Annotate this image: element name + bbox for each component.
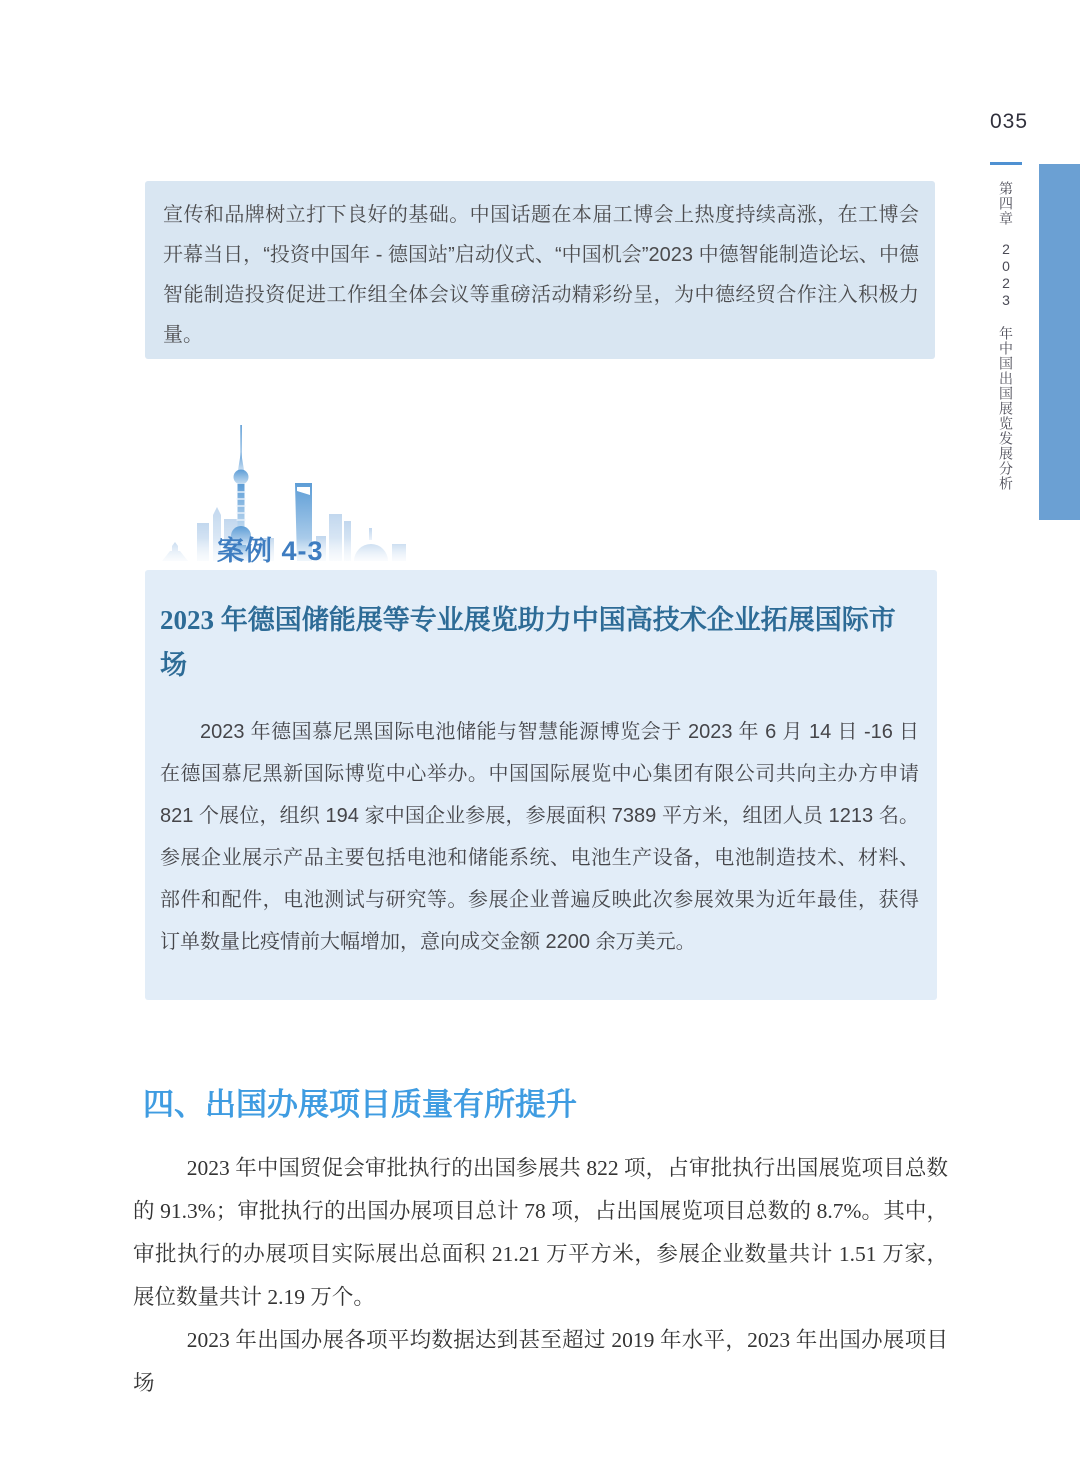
case-body-paragraph: 2023 年德国慕尼黑国际电池储能与智慧能源博览会于 2023 年 6 月 14 日 -16 日在德国慕尼黑新国际博览中心举办。中国国际展览中心集团有限公司共向主办方申请 821 个展位，组织 194 家中国企业参展，参展面积 7389 平方米，组团人员 1213 名。参展企业展示产品主要包括电池和储能系统、电池生产设备，电池制造技术、材料、部件和配件，电池测试与研究等。参展企业普遍反映此次参展效果为近年最佳，获得订单数量比疫情前大幅增加，意向成交金额 2200 余万美元。 [160,721,919,953]
case-title: 2023 年德国储能展等专业展览助力中国高技术企业拓展国际市场 [160,605,896,680]
case-study-box [145,570,937,1000]
chapter-vertical-label: 第四章 2023 年中国出国展览发展分析 [998,181,1014,491]
section-heading: 四、出国办展项目质量有所提升 [143,1087,577,1122]
intro-paragraph: 宣传和品牌树立打下良好的基础。中国话题在本届工博会上热度持续高涨，在工博会开幕当日，“投资中国年 - 德国站”启动仪式、“中国机会”2023 中德智能制造论坛、中德智能制造投资促进工作组全体会议等重磅活动精彩纷呈，为中德经贸合作注入积极力量。 [163,204,919,346]
case-number-label: 案例 4-3 [217,536,324,566]
body-paragraph-1: 2023 年中国贸促会审批执行的出国参展共 822 项，占审批执行出国展览项目总数的 91.3%；审批执行的出国办展项目总计 78 项，占出国展览项目总数的 8.7%。其中，审批执行的办展项目实际展出总面积 21.21 万平方米，参展企业数量共计 1.51 万家，展位数量共计 2.19 万个。 [133,1156,948,1309]
body-paragraph-2: 2023 年出国办展各项平均数据达到甚至超过 2019 年水平，2023 年出国办展项目场 [133,1328,948,1395]
page-number: 035 [990,110,1029,133]
chapter-accent-bar [1039,164,1080,520]
page-number-rule [990,162,1022,165]
body-text-block [133,1147,948,1405]
intro-highlight-box [145,181,935,359]
